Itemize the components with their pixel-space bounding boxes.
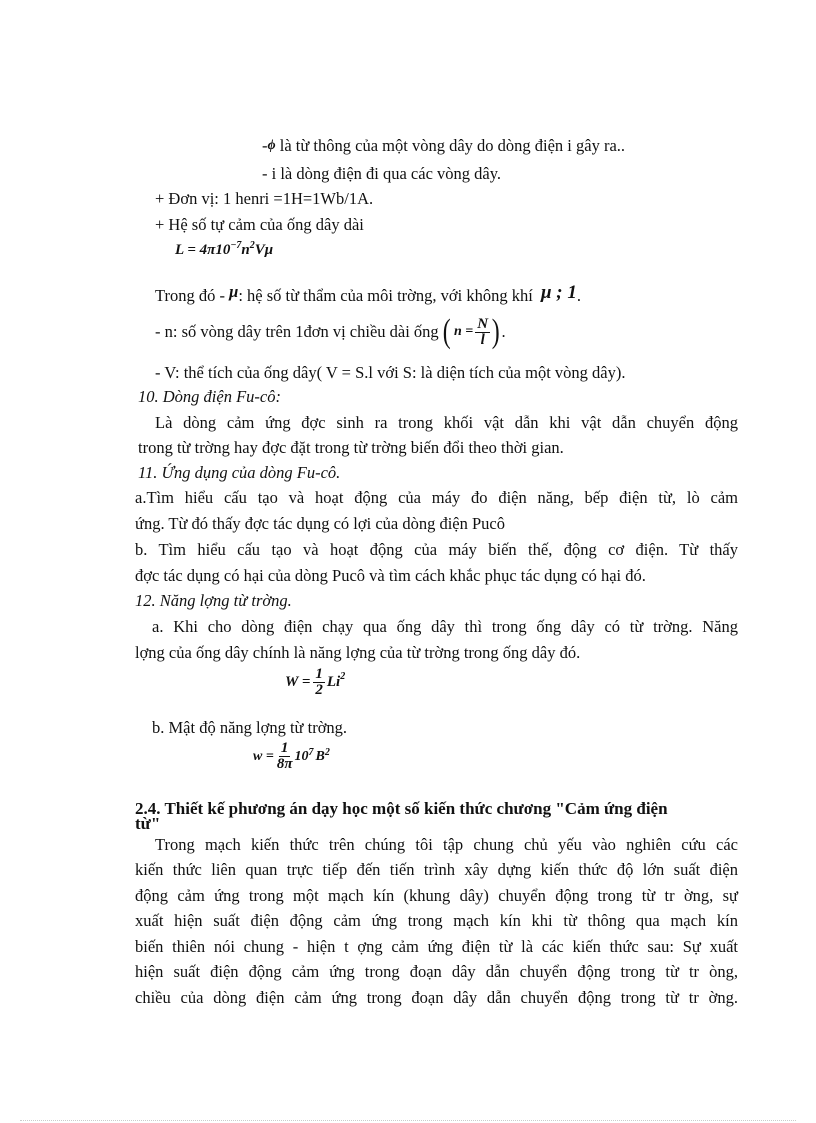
paragraph-line-6: hiện suất điện động cảm ứng trong đoạn dây dẫn chuyển động trong từ tr òng, bbox=[135, 962, 738, 981]
section-11-a-line-1: a.Tìm hiểu cấu tạo và hoạt động của máy đo điện năng, bếp điện từ, lò cảm bbox=[135, 488, 738, 507]
section-11-a-line-2: ứng. Từ đó thấy đợc tác dụng có lợi của dòng điện Pucô bbox=[135, 514, 506, 533]
n-formula bbox=[441, 312, 502, 352]
formula-part: W = bbox=[285, 674, 311, 690]
section-10-title: 10. Dòng điện Fu-cô: bbox=[138, 387, 281, 406]
fraction-numerator: 1 bbox=[315, 666, 323, 682]
formula-part: L = 4π10 bbox=[175, 242, 231, 258]
section-10-line-1: Là dòng cảm ứng đợc sinh ra trong khối vật dẫn khi vật dẫn chuyển động bbox=[155, 413, 738, 432]
formula-part: Vμ bbox=[254, 242, 274, 258]
formula-exp: 7 bbox=[308, 747, 314, 758]
formula-part: 10 bbox=[294, 748, 309, 764]
section-10-line-2: trong từ trờng hay đợc đặt trong từ trờng biến đổi theo thời gian. bbox=[138, 438, 564, 457]
dot: . bbox=[501, 322, 506, 341]
paragraph-line-3: động cảm ứng trong một mạch kín (khung dây) chuyển động trong từ tr ờng, sự bbox=[135, 886, 738, 905]
section-11-title: 11. Ứng dụng của dòng Fu-cô. bbox=[138, 463, 341, 482]
energy-fraction bbox=[313, 667, 325, 698]
formula-exp: 2 bbox=[324, 747, 330, 758]
energy-formula bbox=[285, 667, 345, 698]
formula-part: Li bbox=[326, 674, 341, 690]
formula-part: w = bbox=[253, 748, 274, 764]
fraction-denominator: 8π bbox=[276, 756, 293, 772]
section-11-b-line-2: đợc tác dụng có hại của dòng Pucô và tìm cách khắc phục tác dụng có hại đó. bbox=[135, 566, 646, 585]
phi-definition-line bbox=[262, 136, 625, 156]
density-fraction bbox=[277, 741, 293, 772]
n-lhs: n = bbox=[454, 324, 474, 339]
dot: . bbox=[576, 286, 581, 305]
paragraph-line-1: Trong mạch kiến thức trên chúng tôi tập chung chủ yếu vào nghiên cứu các bbox=[155, 835, 738, 854]
section-2-4-title-cont: từ" bbox=[135, 814, 161, 833]
mu-text: : hệ số từ thẩm của môi trờng, với không khí bbox=[238, 286, 533, 305]
mu-symbol: μ bbox=[229, 282, 239, 301]
unit-line: + Đơn vị: 1 henri =1H=1Wb/1A. bbox=[155, 189, 374, 208]
formula-part: n bbox=[241, 242, 250, 258]
section-12-a-line-1: a. Khi cho dòng điện chạy qua ống dây thì trong ống dây có từ trờng. Năng bbox=[152, 617, 738, 636]
phi-text: là từ thông của một vòng dây do dòng điện i gây ra.. bbox=[279, 136, 626, 155]
section-2-4-title: 2.4. Thiết kế phương án dạy học một số kiến thức chương "Cảm ứng điện bbox=[135, 799, 668, 818]
inductance-formula bbox=[175, 240, 273, 259]
formula-exp: 2 bbox=[249, 240, 255, 251]
paragraph-line-5: biến thiên nói chung - hiện t ợng cảm ứng điện từ là các kiến thức sau: Sự xuất bbox=[135, 937, 738, 956]
paragraph-line-4: xuất hiện suất điện động cảm ứng trong mạch kín khi từ thông qua mạch kín bbox=[135, 911, 738, 930]
formula-exp: −7 bbox=[230, 240, 242, 251]
n-numerator: N bbox=[477, 315, 489, 332]
paragraph-line-2: kiến thức liên quan trực tiếp đến tiến trình xây dựng kiến thức độ lớn suất điện bbox=[135, 860, 738, 879]
n-text: - n: số vòng dây trên 1đơn vị chiều dài ống bbox=[155, 322, 439, 341]
fraction-numerator: 1 bbox=[280, 740, 289, 756]
section-12-a-line-2: lợng của ống dây chính là năng lợng của từ trờng trong ống dây đó. bbox=[135, 643, 581, 662]
n-fraction bbox=[475, 317, 490, 348]
current-definition-line: - i là dòng điện đi qua các vòng dây. bbox=[262, 164, 502, 183]
mu-approx-formula: μ ; 1 bbox=[540, 282, 577, 303]
fraction-denominator: 2 bbox=[315, 682, 323, 698]
section-12-b-line: b. Mật độ năng lợng từ trờng. bbox=[152, 718, 348, 737]
v-definition-line: - V: thể tích của ống dây( V = S.l với S: là diện tích của một vòng dây). bbox=[155, 363, 626, 382]
right-paren: ) bbox=[491, 313, 500, 350]
section-12-title: 12. Năng lợng từ trờng. bbox=[135, 591, 292, 610]
formula-exp: 2 bbox=[340, 671, 346, 682]
n-definition-line bbox=[155, 312, 506, 352]
where-prefix: Trong đó - bbox=[155, 286, 225, 305]
left-paren: ( bbox=[442, 313, 451, 350]
page-bottom-border bbox=[20, 1120, 796, 1121]
section-11-b-line-1: b. Tìm hiểu cấu tạo và hoạt động của máy biến thế, động cơ điện. Từ thấy bbox=[135, 540, 738, 559]
inductance-coefficient-line: + Hệ số tự cảm của ống dây dài bbox=[155, 215, 364, 234]
mu-definition-line bbox=[155, 282, 581, 306]
n-denominator: l bbox=[480, 331, 485, 348]
dash: - bbox=[262, 136, 268, 155]
energy-density-formula bbox=[253, 741, 330, 772]
paragraph-line-7: chiều của dòng điện cảm ứng trong đoạn dây dẫn chuyển động trong từ tr ờng. bbox=[135, 988, 738, 1007]
phi-symbol: ϕ bbox=[267, 138, 276, 153]
formula-part: B bbox=[315, 748, 325, 764]
